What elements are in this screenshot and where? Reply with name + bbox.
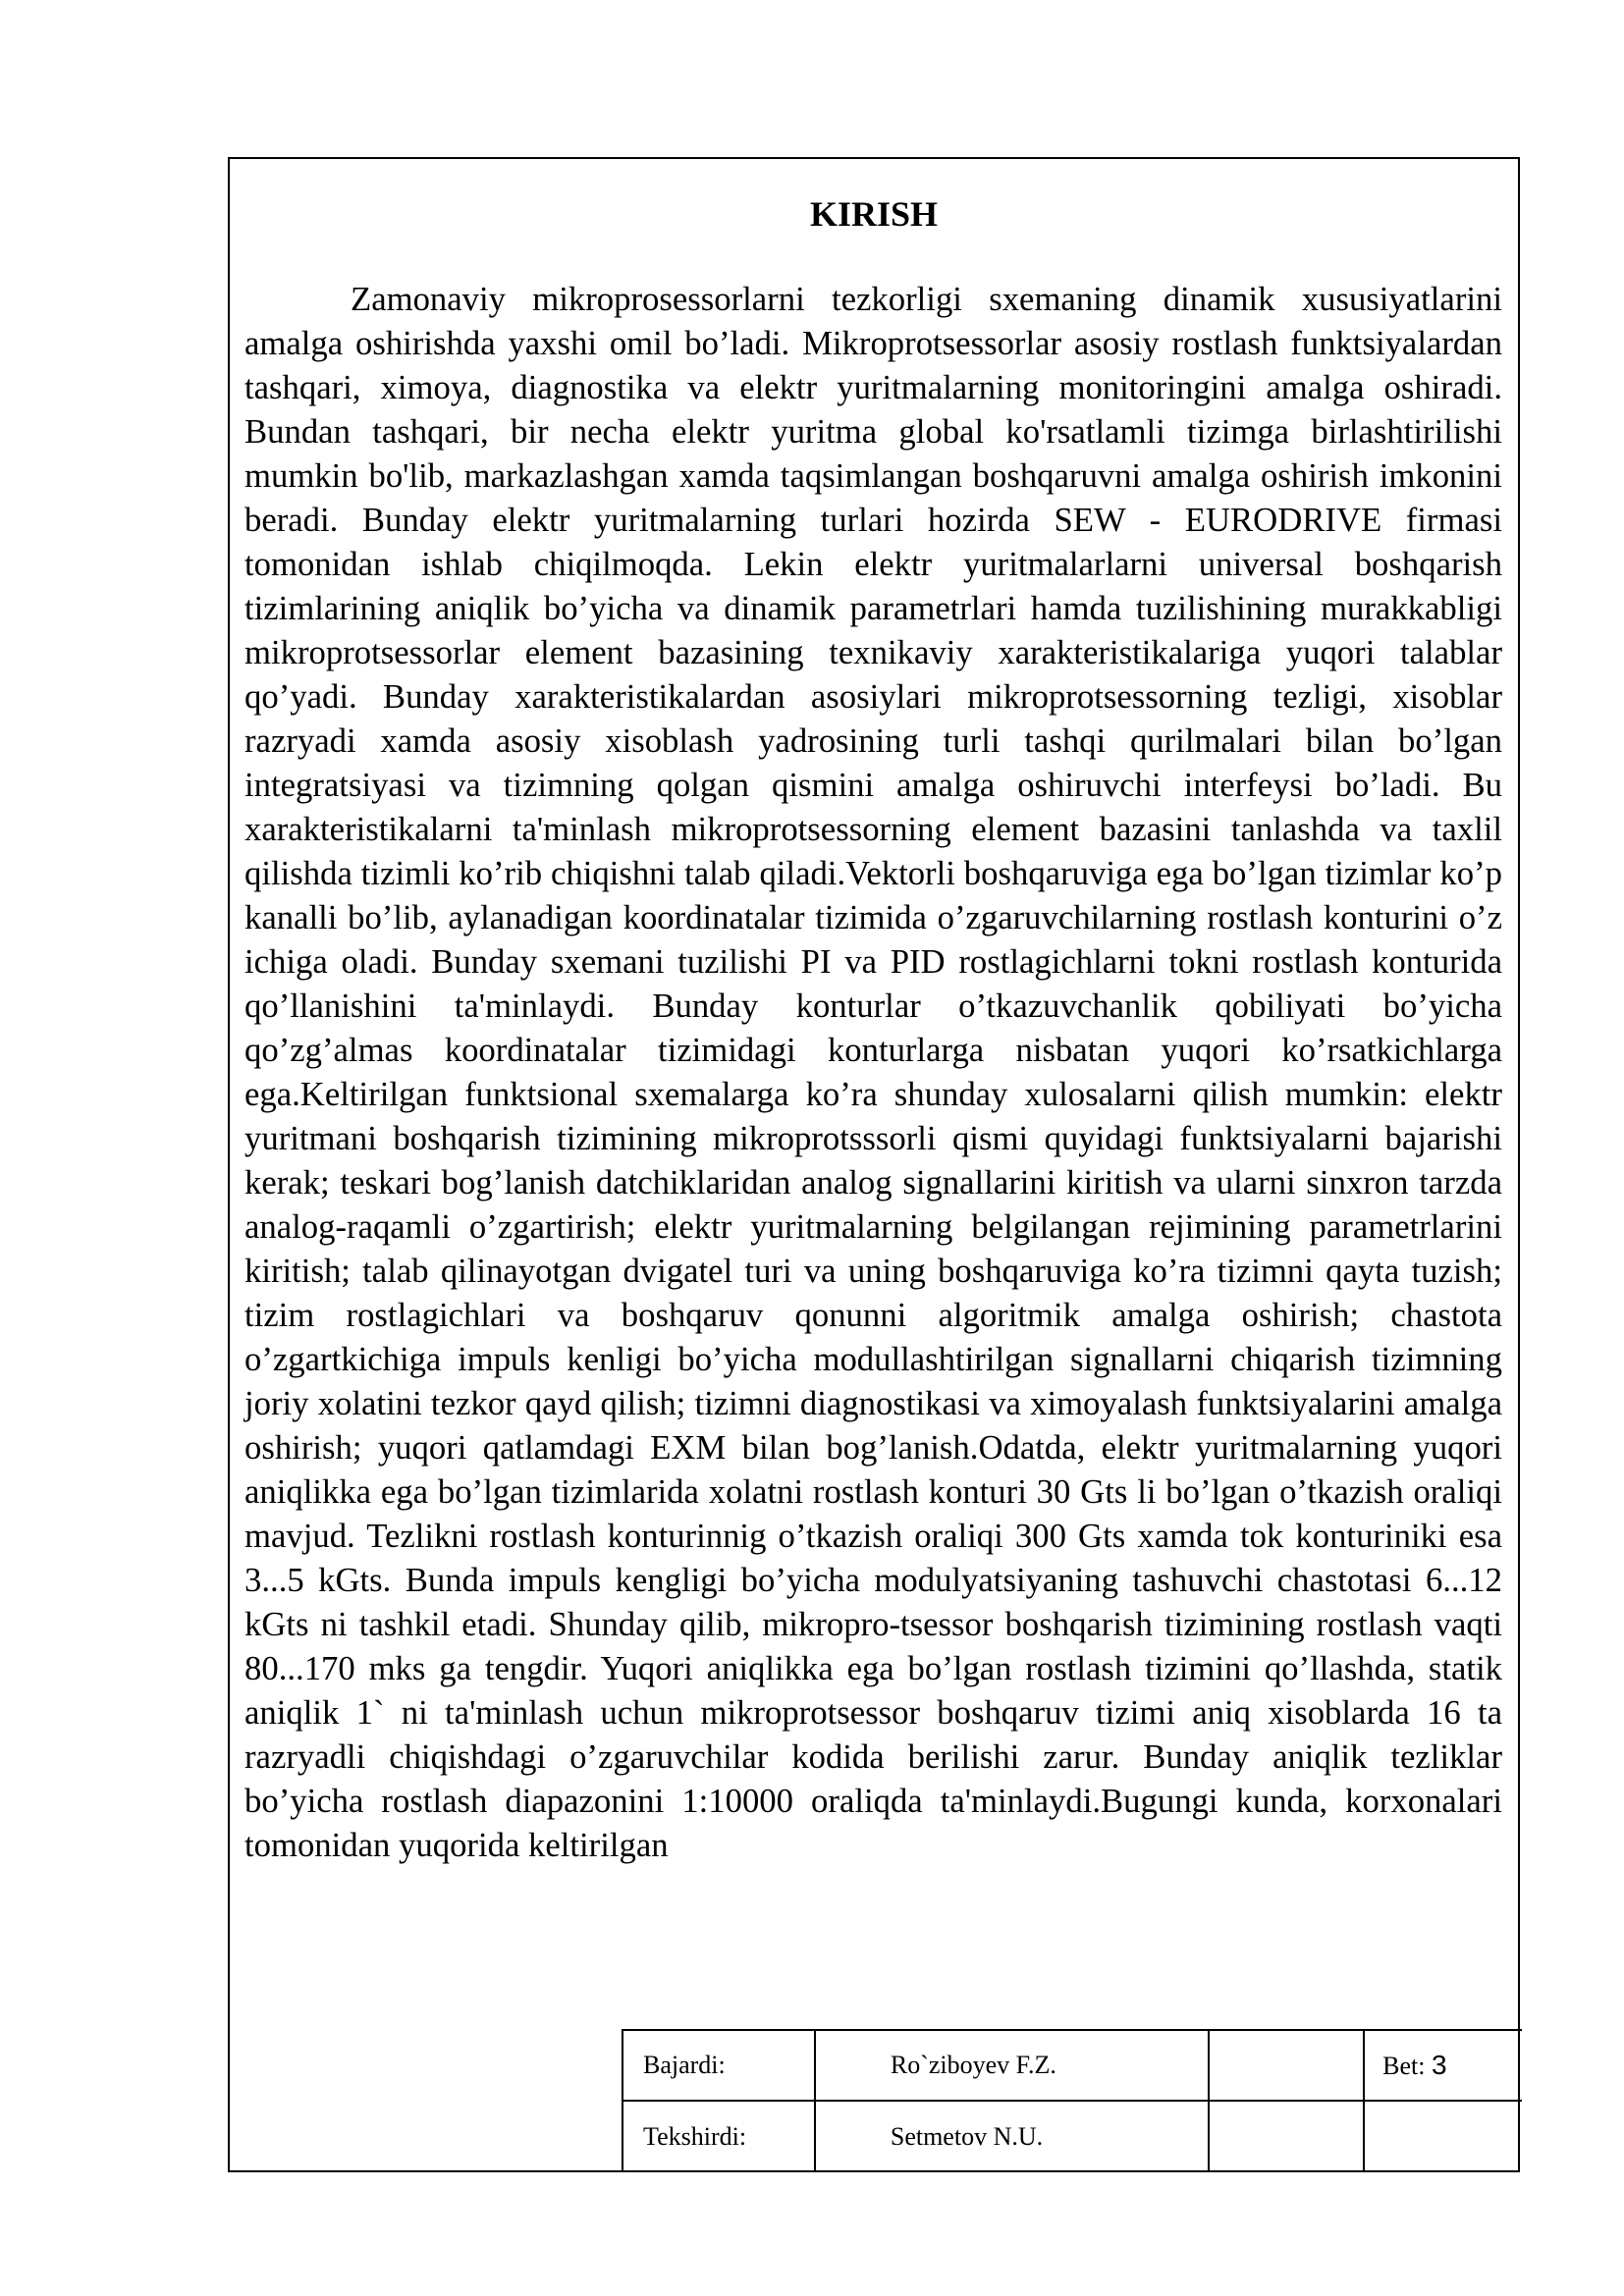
checked-by-label: Tekshirdi:	[623, 2101, 815, 2171]
page-label: Bet:	[1382, 2052, 1426, 2080]
title-block-row-made-by	[623, 2030, 1522, 2101]
empty-cell	[1364, 2101, 1522, 2171]
title-block	[622, 2029, 1522, 2171]
made-by-label: Bajardi:	[623, 2030, 815, 2101]
made-by-name: Ro`ziboyev F.Z.	[815, 2030, 1210, 2101]
empty-cell	[1209, 2030, 1364, 2101]
checked-by-name: Setmetov N.U.	[815, 2101, 1210, 2171]
empty-cell	[1209, 2101, 1364, 2171]
page-number-cell	[1364, 2030, 1522, 2101]
title-block-row-checked-by	[623, 2101, 1522, 2171]
page-title: KIRISH	[809, 194, 939, 234]
body-paragraph: Zamonaviy mikroprosessorlarni tezkorligi sxemaning dinamik xususiyatlarini amalga oshirishda yaxshi omil bo’ladi. Mikroprotsessorlar asosiy rostlash funktsiyalardan tashqari, ximoya, diagnostika va elektr yuritmalarning monitoringini amalga oshiradi. Bundan tashqari, bir necha elektr yuritma global ko'rsatlamli tizimga birlashtirilishi mumkin bo'lib, markazlashgan xamda taqsimlangan boshqaruvni amalga oshirish imkonini beradi. Bunday elektr yuritmalarning turlari hozirda SEW - EURODRIVE firmasi tomonidan ishlab chiqilmoqda. Lekin elektr yuritmalarlarni universal boshqarish tizimlarining aniqlik bo’yicha va dinamik parametrlari hamda tuzilishining murakkabligi mikroprotsessorlar element bazasining texnikaviy xarakteristikalariga yuqori talablar qo’yadi. Bunday xarakteristikalardan asosiylari mikroprotsessorning tezligi, xisoblar razryadi xamda asosiy xisoblash yadrosining turli tashqi qurilmalari bilan bo’lgan integratsiyasi va tizimning qolgan qismini amalga oshiruvchi interfeysi bo’ladi. Bu xarakteristikalarni ta'minlash mikroprotsessorning element bazasini tanlashda va taxlil qilishda tizimli ko’rib chiqishni talab qiladi.Vektorli boshqaruviga ega bo’lgan tizimlar ko’p kanalli bo’lib, aylanadigan koordinatalar tizimida o’zgaruvchilarning rostlash konturini o’z ichiga oladi. Bunday sxemani tuzilishi PI va PID rostlagichlarni tokni rostlash konturida qo’llanishini ta'minlaydi. Bunday konturlar o’tkazuvchanlik qobiliyati bo’yicha qo’zg’almas koordinatalar tizimidagi konturlarga nisbatan yuqori ko’rsatkichlarga ega.Keltirilgan funktsional sxemalarga ko’ra shunday xulosalarni qilish mumkin: elektr yuritmani boshqarish tizimining mikroprotsssorli qismi quyidagi funktsiyalarni bajarishi kerak; teskari bog’lanish datchiklaridan analog signallarini kiritish va ularni sinxron tarzda analog-raqamli o’zgartirish; elektr yuritmalarning belgilangan rejimining parametrlarini kiritish; talab qilinayotgan dvigatel turi va uning boshqaruviga ko’ra tizimni qayta tuzish; tizim rostlagichlari va boshqaruv qonunni algoritmik amalga oshirish; chastota o’zgartkichiga impuls kenligi bo’yicha modullashtirilgan signallarni chiqarish tizimning joriy xolatini tezkor qayd qilish; tizimni diagnostikasi va ximoyalash funktsiyalarini amalga oshirish; yuqori qatlamdagi EXM bilan bog’lanish.Odatda, elektr yuritmalarning yuqori aniqlikka ega bo’lgan tizimlarida xolatni rostlash konturi 30 Gts li bo’lgan o’tkazish oraliqi mavjud. Tezlikni rostlash konturinnig o’tkazish oraliqi 300 Gts xamda tok konturiniki esa 3...5 kGts. Bunda impuls kengligi bo’yicha modulyatsiyaning tashuvchi chastotasi 6...12 kGts ni tashkil etadi. Shunday qilib, mikropro-tsessor boshqarish tizimining rostlash vaqti 80...170 mks ga tengdir. Yuqori aniqlikka ega bo’lgan rostlash tizimini qo’llashda, statik aniqlik 1` ni ta'minlash uchun mikroprotsessor boshqaruv tizimi aniq xisoblarda 16 ta razryadli chiqishdagi o’zgaruvchilar kodida berilishi zarur. Bunday aniqlik tezliklar bo’yicha rostlash diapazonini 1:10000 oraliqda ta'minlaydi.Bugungi kunda, korxonalari tomonidan yuqorida keltirilgan	[244, 280, 1502, 1864]
page-number: 3	[1432, 2050, 1447, 2080]
page-frame	[228, 157, 1520, 2172]
